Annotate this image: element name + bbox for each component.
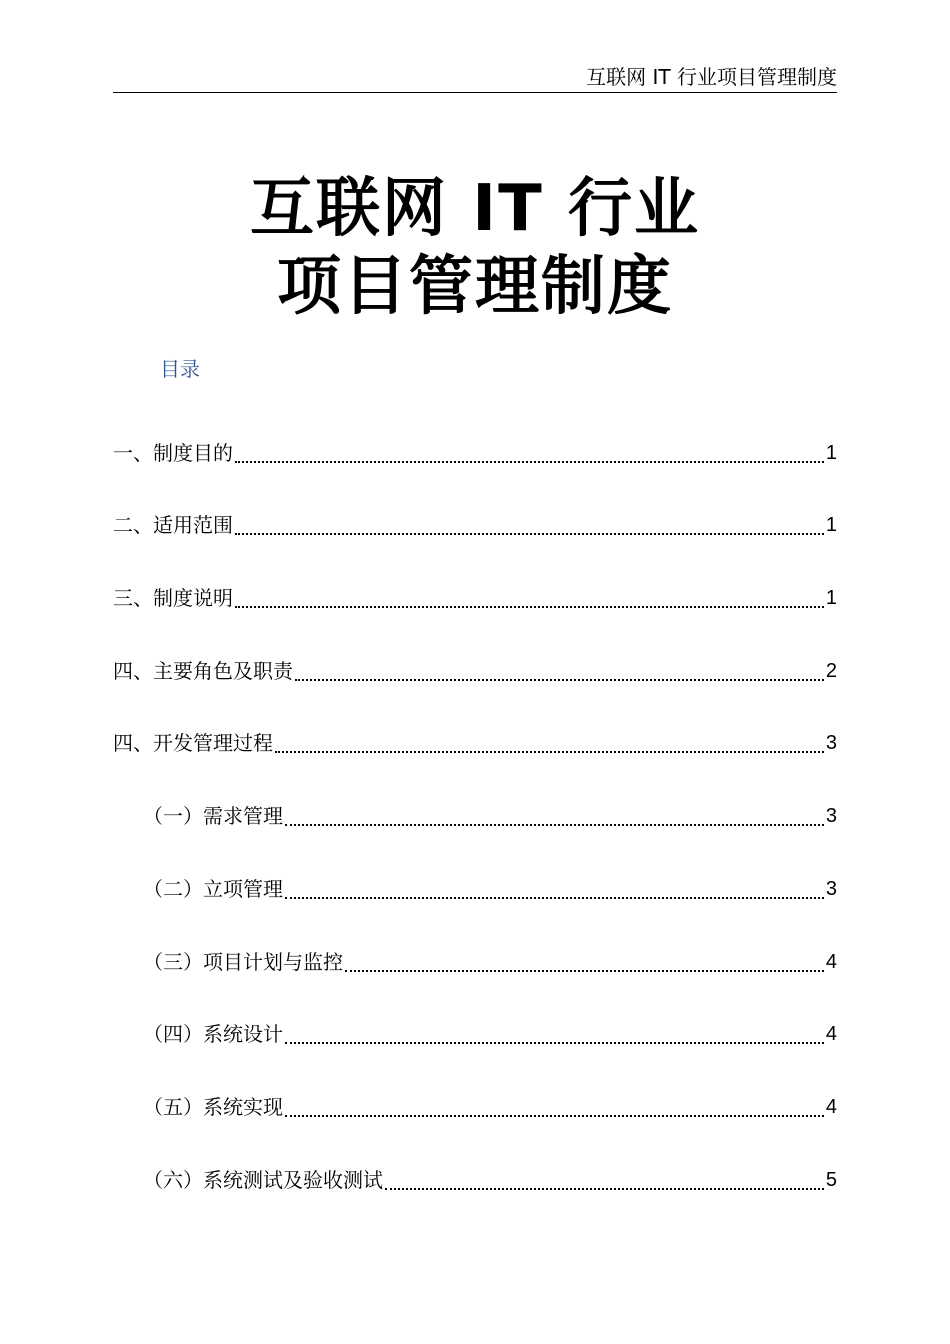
toc-entry-page: 4	[825, 1023, 837, 1046]
title-line-1: 互联网 IT 行业	[249, 172, 701, 246]
toc-entry-label: （五）系统实现	[143, 1094, 283, 1119]
table-of-contents	[113, 416, 837, 1216]
toc-entry-implementation[interactable]	[113, 1070, 837, 1143]
toc-entry-roles[interactable]	[113, 634, 837, 707]
toc-dot-leader	[235, 461, 824, 463]
toc-entry-label: （三）项目计划与监控	[143, 949, 343, 974]
toc-entry-purpose[interactable]	[113, 416, 837, 489]
toc-entry-label: 二、适用范围	[113, 513, 233, 538]
toc-entry-label: （二）立项管理	[143, 876, 283, 901]
toc-entry-description[interactable]	[113, 561, 837, 634]
toc-entry-label: 四、开发管理过程	[113, 731, 273, 756]
toc-dot-leader	[295, 679, 824, 681]
running-header-title: 互联网 IT 行业项目管理制度	[586, 65, 837, 89]
toc-entry-page: 5	[825, 1168, 837, 1191]
toc-dot-leader	[285, 897, 824, 899]
toc-entry-dev-process[interactable]	[113, 707, 837, 780]
toc-entry-page: 3	[825, 732, 837, 755]
toc-entry-label: （一）需求管理	[143, 804, 283, 829]
toc-entry-design[interactable]	[113, 998, 837, 1071]
toc-entry-page: 3	[825, 805, 837, 828]
toc-dot-leader	[275, 751, 824, 753]
toc-dot-leader	[235, 533, 824, 535]
toc-entry-page: 4	[825, 1095, 837, 1118]
toc-entry-label: 四、主要角色及职责	[113, 658, 293, 683]
toc-entry-page: 2	[825, 659, 837, 682]
toc-entry-page: 1	[825, 514, 837, 537]
toc-entry-label: 一、制度目的	[113, 440, 233, 465]
toc-dot-leader	[235, 606, 824, 608]
toc-entry-label: 三、制度说明	[113, 586, 233, 611]
toc-entry-label: （六）系统测试及验收测试	[143, 1167, 383, 1192]
running-header	[113, 62, 837, 93]
toc-entry-page: 1	[825, 441, 837, 464]
toc-heading: 目录	[160, 357, 200, 381]
toc-entry-planning[interactable]	[113, 925, 837, 998]
toc-entry-page: 4	[825, 950, 837, 973]
toc-dot-leader	[345, 970, 824, 972]
toc-dot-leader	[285, 824, 824, 826]
toc-entry-requirements[interactable]	[113, 779, 837, 852]
toc-entry-testing[interactable]	[113, 1143, 837, 1216]
toc-dot-leader	[285, 1115, 824, 1117]
toc-entry-scope[interactable]	[113, 489, 837, 562]
toc-entry-page: 3	[825, 877, 837, 900]
title-line-2: 项目管理制度	[277, 250, 673, 324]
toc-dot-leader	[285, 1042, 824, 1044]
document-title	[0, 170, 950, 326]
toc-entry-initiation[interactable]	[113, 852, 837, 925]
toc-entry-page: 1	[825, 587, 837, 610]
toc-dot-leader	[385, 1188, 824, 1190]
toc-entry-label: （四）系统设计	[143, 1022, 283, 1047]
